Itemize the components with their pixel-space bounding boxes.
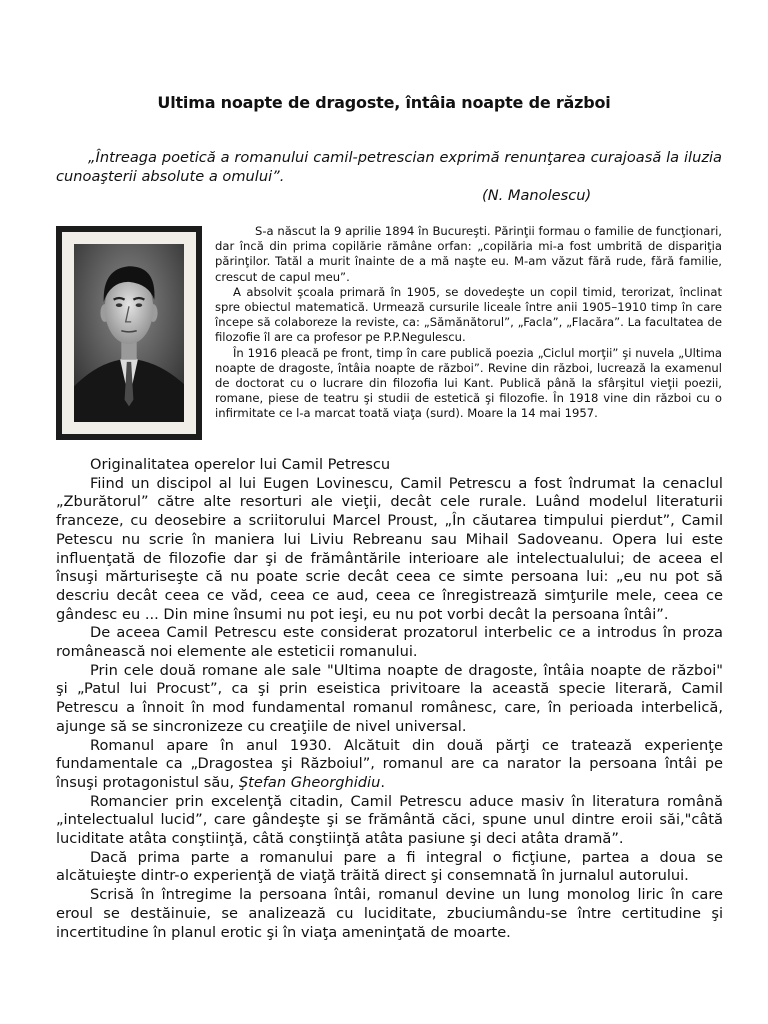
motto-author: (N. Manolescu) [482, 187, 592, 204]
body-paragraph: De aceea Camil Petrescu este considerat prozatorul interbelic ce a introdus în proza românească noi elemente ale esteticii romanului. [56, 624, 723, 661]
body-paragraph: Scrisă în întregime la persoana întâi, romanul devine un lung monolog liric în care eroul se destăinuie, se analizează cu luciditate, zbuciumându-se între certitudine şi incertitudine în planul erotic şi în viaţa ameninţată de moarte. [56, 886, 723, 941]
protagonist-name: Ştefan Gheorghidiu [238, 773, 381, 791]
paragraph-text: Romanul apare în anul 1930. Alcătuit din două părţi ce tratează experienţe fundamentale ca „Dragostea şi Războiul”, romanul are ca narator la persoana întâi pe însuşi protagonistul său, [56, 736, 723, 791]
section-heading: Originalitatea operelor lui Camil Petrescu [90, 456, 391, 473]
bio-paragraph: În 1916 pleacă pe front, timp în care publică poezia „Ciclul morţii” şi nuvela „Ultima noapte de dragoste, întâia noapte de război”. Revine din război, lucrează la examenul de doctorat cu o lucrare din filozofia lui Kant. Publică până la sfârşitul vieţii poezii, romane, piese de teatru şi studii de estetică şi filozofie. În 1918 vine din război cu o infirmitate ce l-a marcat toată viaţa (surd). Moare la 14 mai 1957. [215, 345, 722, 421]
portrait-mat [62, 232, 196, 434]
motto-quote [56, 149, 722, 186]
page-title: Ultima noapte de dragoste, întâia noapte de război [157, 93, 611, 112]
author-portrait-image [74, 244, 184, 422]
bio-paragraph: A absolvit şcoala primară în 1905, se dovedeşte un copil timid, terorizat, înclinat spre obiectul matematică. Urmează cursurile liceale între anii 1905–1910 timp în care începe să colaboreze la reviste, ca: „Sămănătorul”, „Facla”, „Flacăra”. La facultatea de filozofie îl are ca profesor pe P.P.Negulescu. [215, 284, 722, 345]
biography-section [215, 224, 722, 422]
author-portrait-frame [56, 226, 202, 440]
body-paragraph [56, 737, 723, 793]
motto-text: „Întreaga poetică a romanului camil-petrescian exprimă renunţarea curajoasă la iluzia cunoaşterii absolute a omului”. [56, 149, 722, 185]
body-paragraph: Romancier prin excelenţă citadin, Camil Petrescu aduce masiv în literatura română „intelectualul lucid”, care gândeşte şi se frământă căci, spune unul dintre eroii săi,"câtă luciditate atâta conştiinţă, câtă conştiinţă atâta pasiune şi deci atâta dramă”. [56, 792, 723, 848]
body-paragraph: Dacă prima parte a romanului pare a fi integral o ficţiune, partea a doua se alcătuieşte dintr-o experienţă de viaţă trăită direct şi consemnată în jurnalul autorului. [56, 848, 723, 885]
body-paragraph: Prin cele două romane ale sale "Ultima noapte de dragoste, întâia noapte de război" şi „Patul lui Procust”, ca şi prin eseistica privitoare la această specie literară, Camil Petrescu a înnoit în mod fundamental romanul românesc, care, în perioada interbelică, ajunge să se sincronizeze cu creaţiile de nivel universal. [56, 661, 723, 735]
body-paragraph: Fiind un discipol al lui Eugen Lovinescu, Camil Petrescu a fost îndrumat la cenaclul „Zburătorul” către alte resorturi ale vieţii, decât cele rurale. Luând modelul literaturii franceze, cu deosebire a scriitorului Marcel Proust, „În căutarea timpului pierdut”, Camil Petescu nu scrie în maniera lui Liviu Rebreanu sau Mihail Sadoveanu. Opera lui este influenţată de filozofie dar şi de frământările interioare ale intelectualului; de aceea el însuşi mărturiseşte că nu poate scrie decât ceea ce simte persoana lui: „eu nu pot să descriu decât ceea ce văd, ceea ce aud, ceea ce înregistrează simţurile mele, ceea ce gândesc eu ... Din mine însumi nu pot ieşi, eu nu pot vorbi decât la persoana întâi”. [56, 474, 723, 623]
bio-paragraph: S-a născut la 9 aprilie 1894 în Bucureşti. Părinţii formau o familie de funcţionari, dar încă din prima copilărie rămâne orfan: „copilăria mi-a fost umbrită de dispariţia părinţilor. Tatăl a murit înainte de a mă naşte eu. M-am văzut fără rude, fără familie, crescut de capul meu”. [215, 224, 722, 284]
main-text [56, 456, 723, 942]
paragraph-text: . [380, 773, 386, 791]
